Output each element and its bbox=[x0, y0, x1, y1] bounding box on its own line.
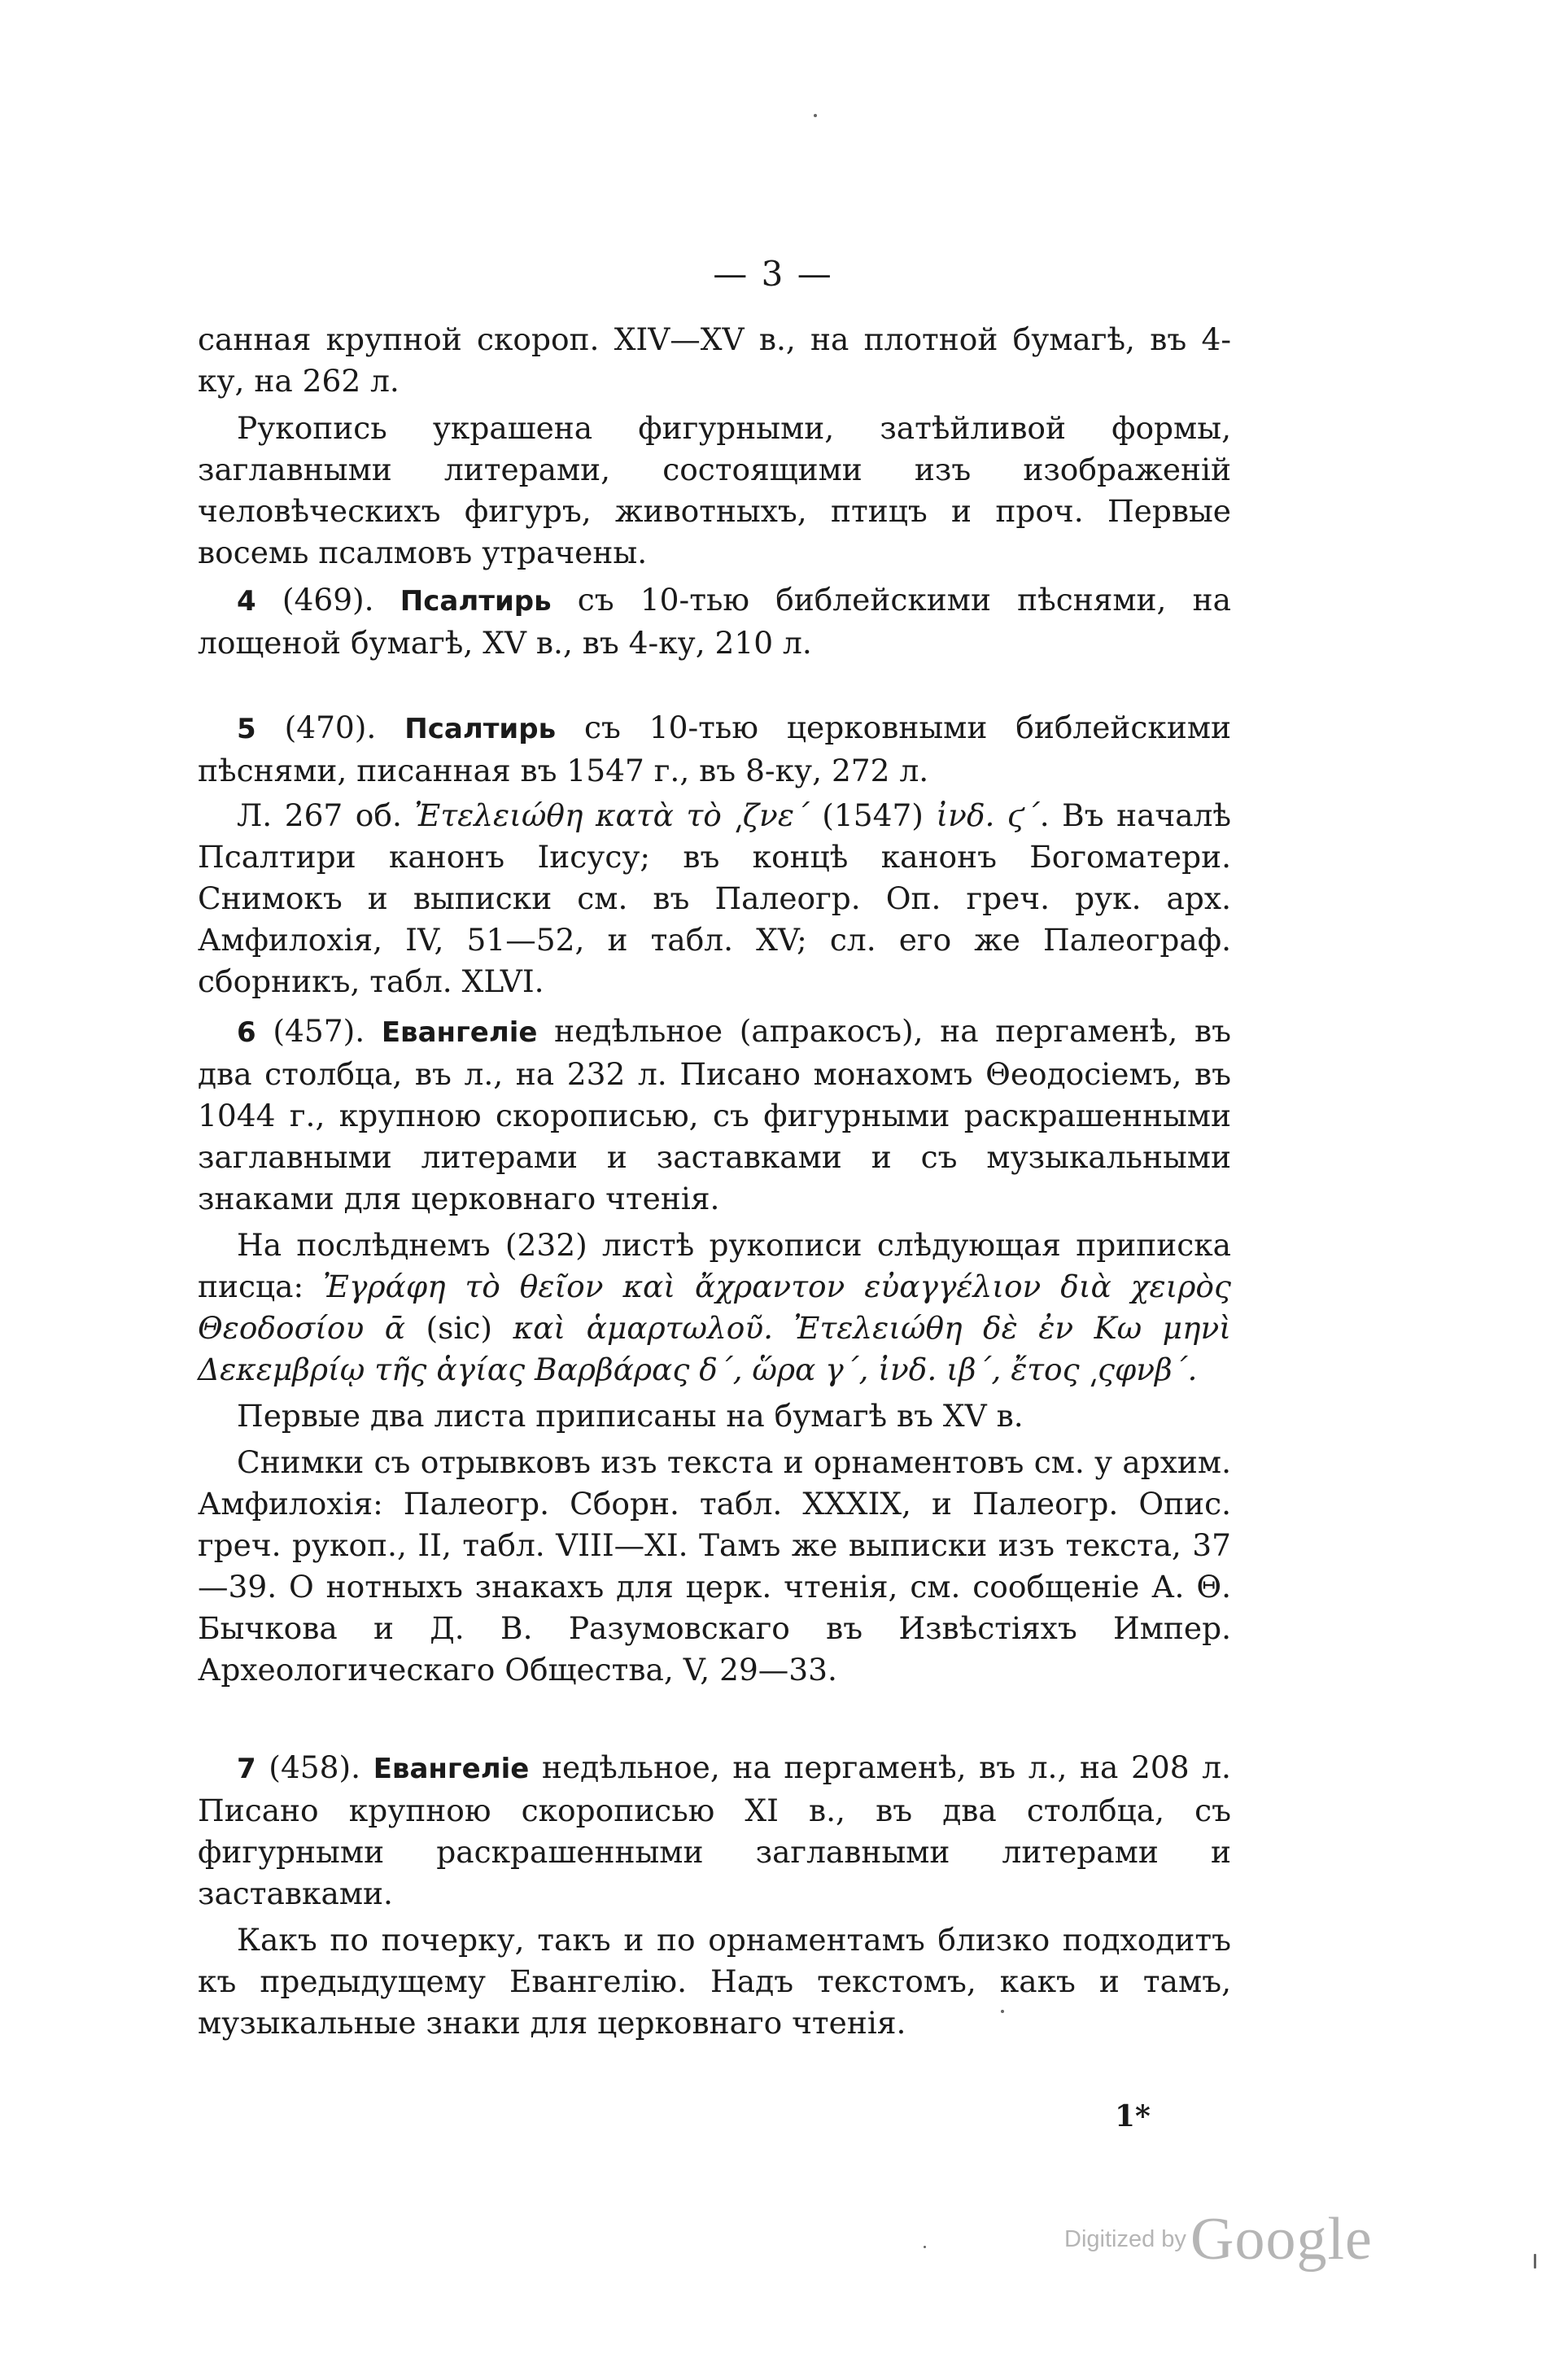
entry-5-note-year: (1547) bbox=[809, 797, 937, 833]
entry-7 bbox=[198, 1747, 1231, 2044]
entry-6-leaves-note: Первые два листа приписаны на бумагѣ въ XV в. bbox=[237, 1398, 1024, 1434]
entry-6-title: Евангеліе bbox=[381, 1016, 538, 1049]
page-number: — 3 — bbox=[713, 254, 833, 294]
scan-speck bbox=[814, 114, 817, 117]
entry-6-sic: (sic) bbox=[405, 1310, 513, 1346]
entry-6-paragraph bbox=[198, 1011, 1231, 1220]
scan-speck bbox=[924, 2246, 926, 2248]
entry-5-note-post: . Въ началѣ Псалтири канонъ Іисусу; въ концѣ канонъ Богоматери. Снимокъ и выписки см. въ Палеогр. Оп. греч. рук. арх. Амфилохія, IV, 51—52, и табл. XV; сл. его же Палеограф. сборникъ, табл. XLVI. bbox=[198, 797, 1232, 999]
watermark-prefix: Digitized by bbox=[1064, 2226, 1186, 2252]
entry-6-greek-part1: Ἐγράφη τὸ θεῖον καὶ ἄχραντον εὐαγγέλιον διὰ χειρὸς Θεοδοσίου ᾱ bbox=[198, 1269, 1231, 1346]
entry-6-references: Снимки съ отрывковъ изъ текста и орнаментовъ см. у архим. Амфилохія: Палеогр. Сборн. табл. XXXIX, и Палеогр. Опис. греч. рукоп., II, табл. VIII—XI. Тамъ же выписки изъ текста, 37—39. О нотныхъ знакахъ для церк. чтенія, см. сообщеніе А. Θ. Бычкова и Д. В. Разумовскаго въ Извѣстіяхъ Импер. Археологическаго Общества, V, 29—33. bbox=[198, 1444, 1231, 1688]
entry-5-number: 5 bbox=[237, 713, 256, 745]
entry-5-paragraph bbox=[198, 707, 1231, 792]
entry-4 bbox=[198, 579, 1231, 664]
scan-speck bbox=[1001, 2010, 1004, 2013]
entry-4-paragraph bbox=[198, 579, 1231, 664]
entry-7-number: 7 bbox=[237, 1753, 256, 1785]
entry-7-comparison: Какъ по почерку, такъ и по орнаментамъ близко подходитъ къ предыдущему Евангелію. Надъ текстомъ, какъ и тамъ, музыкальные знаки для церковнаго чтенія. bbox=[198, 1922, 1231, 2041]
entry-5-note bbox=[198, 795, 1231, 1002]
entry-5-text: съ 10-тью церковными библейскими пѣснями, писанная въ 1547 г., въ 8-ку, 272 л. bbox=[198, 710, 1231, 788]
entry-4-ref: (469). bbox=[255, 582, 400, 618]
entry-6-number: 6 bbox=[237, 1016, 256, 1049]
google-logo: Google bbox=[1190, 2206, 1373, 2273]
entry-6 bbox=[198, 1011, 1231, 1691]
entry-7-text: недѣльное, на пергаменѣ, въ л., на 208 л. Писано крупною скорописью XI в., въ два столбца, съ фигурными раскрашенными заглавными литерами и заставками. bbox=[198, 1749, 1231, 1911]
entry-5-title: Псалтирь bbox=[404, 713, 557, 745]
entry-7-ref: (458). bbox=[255, 1749, 373, 1785]
continuation-line: санная крупной скороп. XIV—XV в., на плотной бумагѣ, въ 4-ку, на 262 л. bbox=[198, 321, 1231, 399]
signature-mark: 1* bbox=[1115, 2099, 1151, 2133]
entry-4-text: съ 10-тью библейскими пѣснями, на лощеной бумагѣ, XV в., въ 4-ку, 210 л. bbox=[198, 582, 1231, 661]
entry-5-greek-indiction: ἰνδ. ϛ´ bbox=[936, 797, 1040, 833]
entry-6-greek-part2: καὶ ἁμαρτωλοῦ. Ἐτελειώθη δὲ ἐν Κω μηνὶ Δεκεμβρίῳ τῆς ἁγίας Βαρβάρας δ´, ὥρα γ´, ἰνδ. ιβ´, ἔτος ͵ςφνβ´. bbox=[198, 1310, 1231, 1387]
continuation-block bbox=[198, 319, 1231, 574]
entry-6-ref: (457). bbox=[255, 1013, 382, 1049]
entry-6-text: недѣльное (апракосъ), на пергаменѣ, въ два столбца, въ л., на 232 л. Писано монахомъ Θеодосіемъ, въ 1044 г., крупною скорописью, съ фигурными раскрашенными заглавными литерами и заставками и съ музыкальными знаками для церковнаго чтенія. bbox=[198, 1013, 1231, 1216]
entry-5-greek-colophon: Ἐτελειώθη κατὰ τὸ ͵ζνε´ bbox=[414, 797, 810, 833]
entry-5-ref: (470). bbox=[255, 710, 405, 745]
entry-6-colophon bbox=[198, 1225, 1231, 1391]
entry-7-title: Евангеліе bbox=[373, 1753, 530, 1785]
digitization-watermark bbox=[1064, 2205, 1373, 2274]
entry-4-number: 4 bbox=[237, 585, 256, 618]
scan-speck bbox=[1534, 2254, 1536, 2269]
entry-5 bbox=[198, 707, 1231, 1002]
entry-6-colophon-pre: На послѣднемъ (232) листѣ рукописи слѣдующая приписка писца: bbox=[198, 1227, 1231, 1304]
entry-5-note-pre: Л. 267 об. bbox=[237, 797, 415, 833]
continuation-paragraph: Рукопись украшена фигурными, затѣйливой формы, заглавными литерами, состоящими изъ изображеній человѣческихъ фигуръ, животныхъ, птицъ и проч. Первые восемь псалмовъ утрачены. bbox=[198, 410, 1231, 570]
entry-4-title: Псалтирь bbox=[400, 585, 552, 618]
entry-7-paragraph bbox=[198, 1747, 1231, 1915]
